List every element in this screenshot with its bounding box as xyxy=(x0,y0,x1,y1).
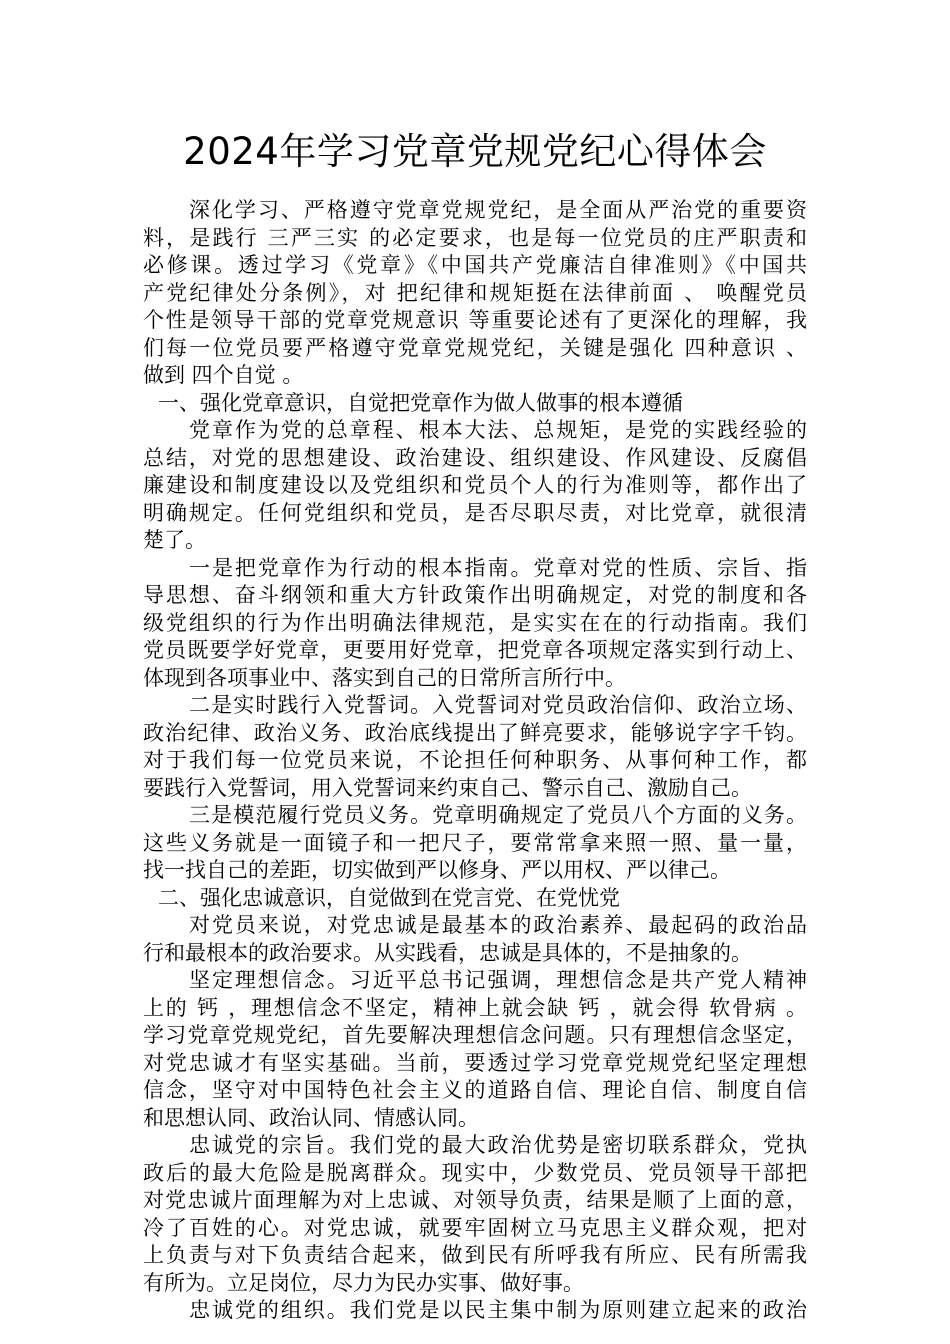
paragraph-line: 行和最根本的政治要求。从实践看，忠诚是具体的，不是抽象的。 xyxy=(143,940,752,965)
paragraph-line: 冷了百姓的心。对党忠诚，就要牢固树立马克思主义群众观，把对 xyxy=(143,1215,807,1240)
document-title: 2024年学习党章党规党纪心得体会 xyxy=(183,130,767,173)
paragraph-line: 忠诚党的宗旨。我们党的最大政治优势是密切联系群众，党执 xyxy=(189,1133,807,1157)
paragraph-line: 楚了。 xyxy=(143,528,206,552)
paragraph-line: 要践行入党誓词，用入党誓词来约束自己、警示自己、激励自己。 xyxy=(143,775,752,800)
paragraph-line: 党章作为党的总章程、根本大法、总规矩，是党的实践经验的 xyxy=(189,418,807,442)
paragraph-line: 深化学习、严格遵守党章党规党纪，是全面从严治党的重要资 xyxy=(189,198,807,222)
paragraph-line: 对党忠诚才有坚实基础。当前，要透过学习党章党规党纪坚定理想 xyxy=(143,1050,807,1075)
document-body xyxy=(143,197,807,1325)
paragraph-line: 政后的最大危险是脱离群众。现实中，少数党员、党员领导干部把 xyxy=(143,1160,807,1185)
paragraph-line: 学习党章党规党纪，首先要解决理想信念问题。只有理想信念坚定， xyxy=(143,1023,807,1047)
paragraph-line: 一是把党章作为行动的根本指南。党章对党的性质、宗旨、指 xyxy=(189,555,807,580)
paragraph-line: 必修课。透过学习《党章》《中国共产党廉洁自律准则》《中国共 xyxy=(143,253,807,277)
paragraph-line: 信念，坚守对中国特色社会主义的道路自信、理论自信、制度自信 xyxy=(143,1078,807,1102)
paragraph-line: 党员既要学好党章，更要用好党章，把党章各项规定落实到行动上、 xyxy=(143,638,807,662)
paragraph-line: 上的 钙 ，理想信念不坚定，精神上就会缺 钙 ，就会得 软骨病 。 xyxy=(143,995,807,1020)
paragraph-line: 产党纪律处分条例》，对 把纪律和规矩挺在法律前面 、 唤醒党员 xyxy=(143,280,807,305)
paragraph-line: 这些义务就是一面镜子和一把尺子，要常常拿来照一照、量一量， xyxy=(143,830,807,855)
paragraph-line: 忠诚党的组织。我们党是以民主集中制为原则建立起来的政治 xyxy=(189,1298,807,1322)
section-heading-line: 二、强化忠诚意识，自觉做到在党言党、在党忧党 xyxy=(158,885,620,910)
paragraph-line: 三是模范履行党员义务。党章明确规定了党员八个方面的义务。 xyxy=(189,803,807,827)
paragraph-line: 料，是践行 三严三实 的必定要求，也是每一位党员的庄严职责和 xyxy=(143,225,807,250)
paragraph-line: 体现到各项事业中、落实到自己的日常所言所行中。 xyxy=(143,665,626,690)
paragraph-line: 做到 四个自觉 。 xyxy=(143,363,304,387)
paragraph-line: 对党员来说，对党忠诚是最基本的政治素养、最起码的政治品 xyxy=(189,913,807,937)
paragraph-line: 对于我们每一位党员来说，不论担任何种职务、从事何种工作，都 xyxy=(143,748,807,772)
paragraph-line: 明确规定。任何党组织和党员，是否尽职尽责，对比党章，就很清 xyxy=(143,500,807,525)
paragraph-line: 上负责与对下负责结合起来，做到民有所呼我有所应、民有所需我 xyxy=(143,1243,807,1267)
paragraph-line: 和思想认同、政治认同、情感认同。 xyxy=(143,1105,479,1130)
paragraph-line: 们每一位党员要严格遵守党章党规党纪，关键是强化 四种意识 、 xyxy=(143,335,807,360)
paragraph-line: 级党组织的行为作出明确法律规范，是实实在在的行动指南。我们 xyxy=(143,610,807,635)
paragraph-line: 找一找自己的差距，切实做到严以修身、严以用权、严以律己。 xyxy=(143,858,731,882)
paragraph-line: 廉建设和制度建设以及党组织和党员个人的行为准则等，都作出了 xyxy=(143,473,807,497)
paragraph-line: 总结，对党的思想建设、政治建设、组织建设、作风建设、反腐倡 xyxy=(143,445,807,470)
paragraph-line: 个性是领导干部的党章党规意识 等重要论述有了更深化的理解，我 xyxy=(143,308,807,332)
section-heading-line: 一、强化党章意识，自觉把党章作为做人做事的根本遵循 xyxy=(158,390,683,415)
paragraph-line: 坚定理想信念。习近平总书记强调，理想信念是共产党人精神 xyxy=(189,968,807,992)
paragraph-line: 政治纪律、政治义务、政治底线提出了鲜亮要求，能够说字字千钧。 xyxy=(143,720,807,745)
paragraph-line: 二是实时践行入党誓词。入党誓词对党员政治信仰、政治立场、 xyxy=(189,693,807,717)
paragraph-line: 有所为。立足岗位，尽力为民办实事、做好事。 xyxy=(143,1270,584,1295)
paragraph-line: 对党忠诚片面理解为对上忠诚、对领导负责，结果是顺了上面的意， xyxy=(143,1188,807,1212)
paragraph-line: 导思想、奋斗纲领和重大方针政策作出明确规定，对党的制度和各 xyxy=(143,583,807,607)
